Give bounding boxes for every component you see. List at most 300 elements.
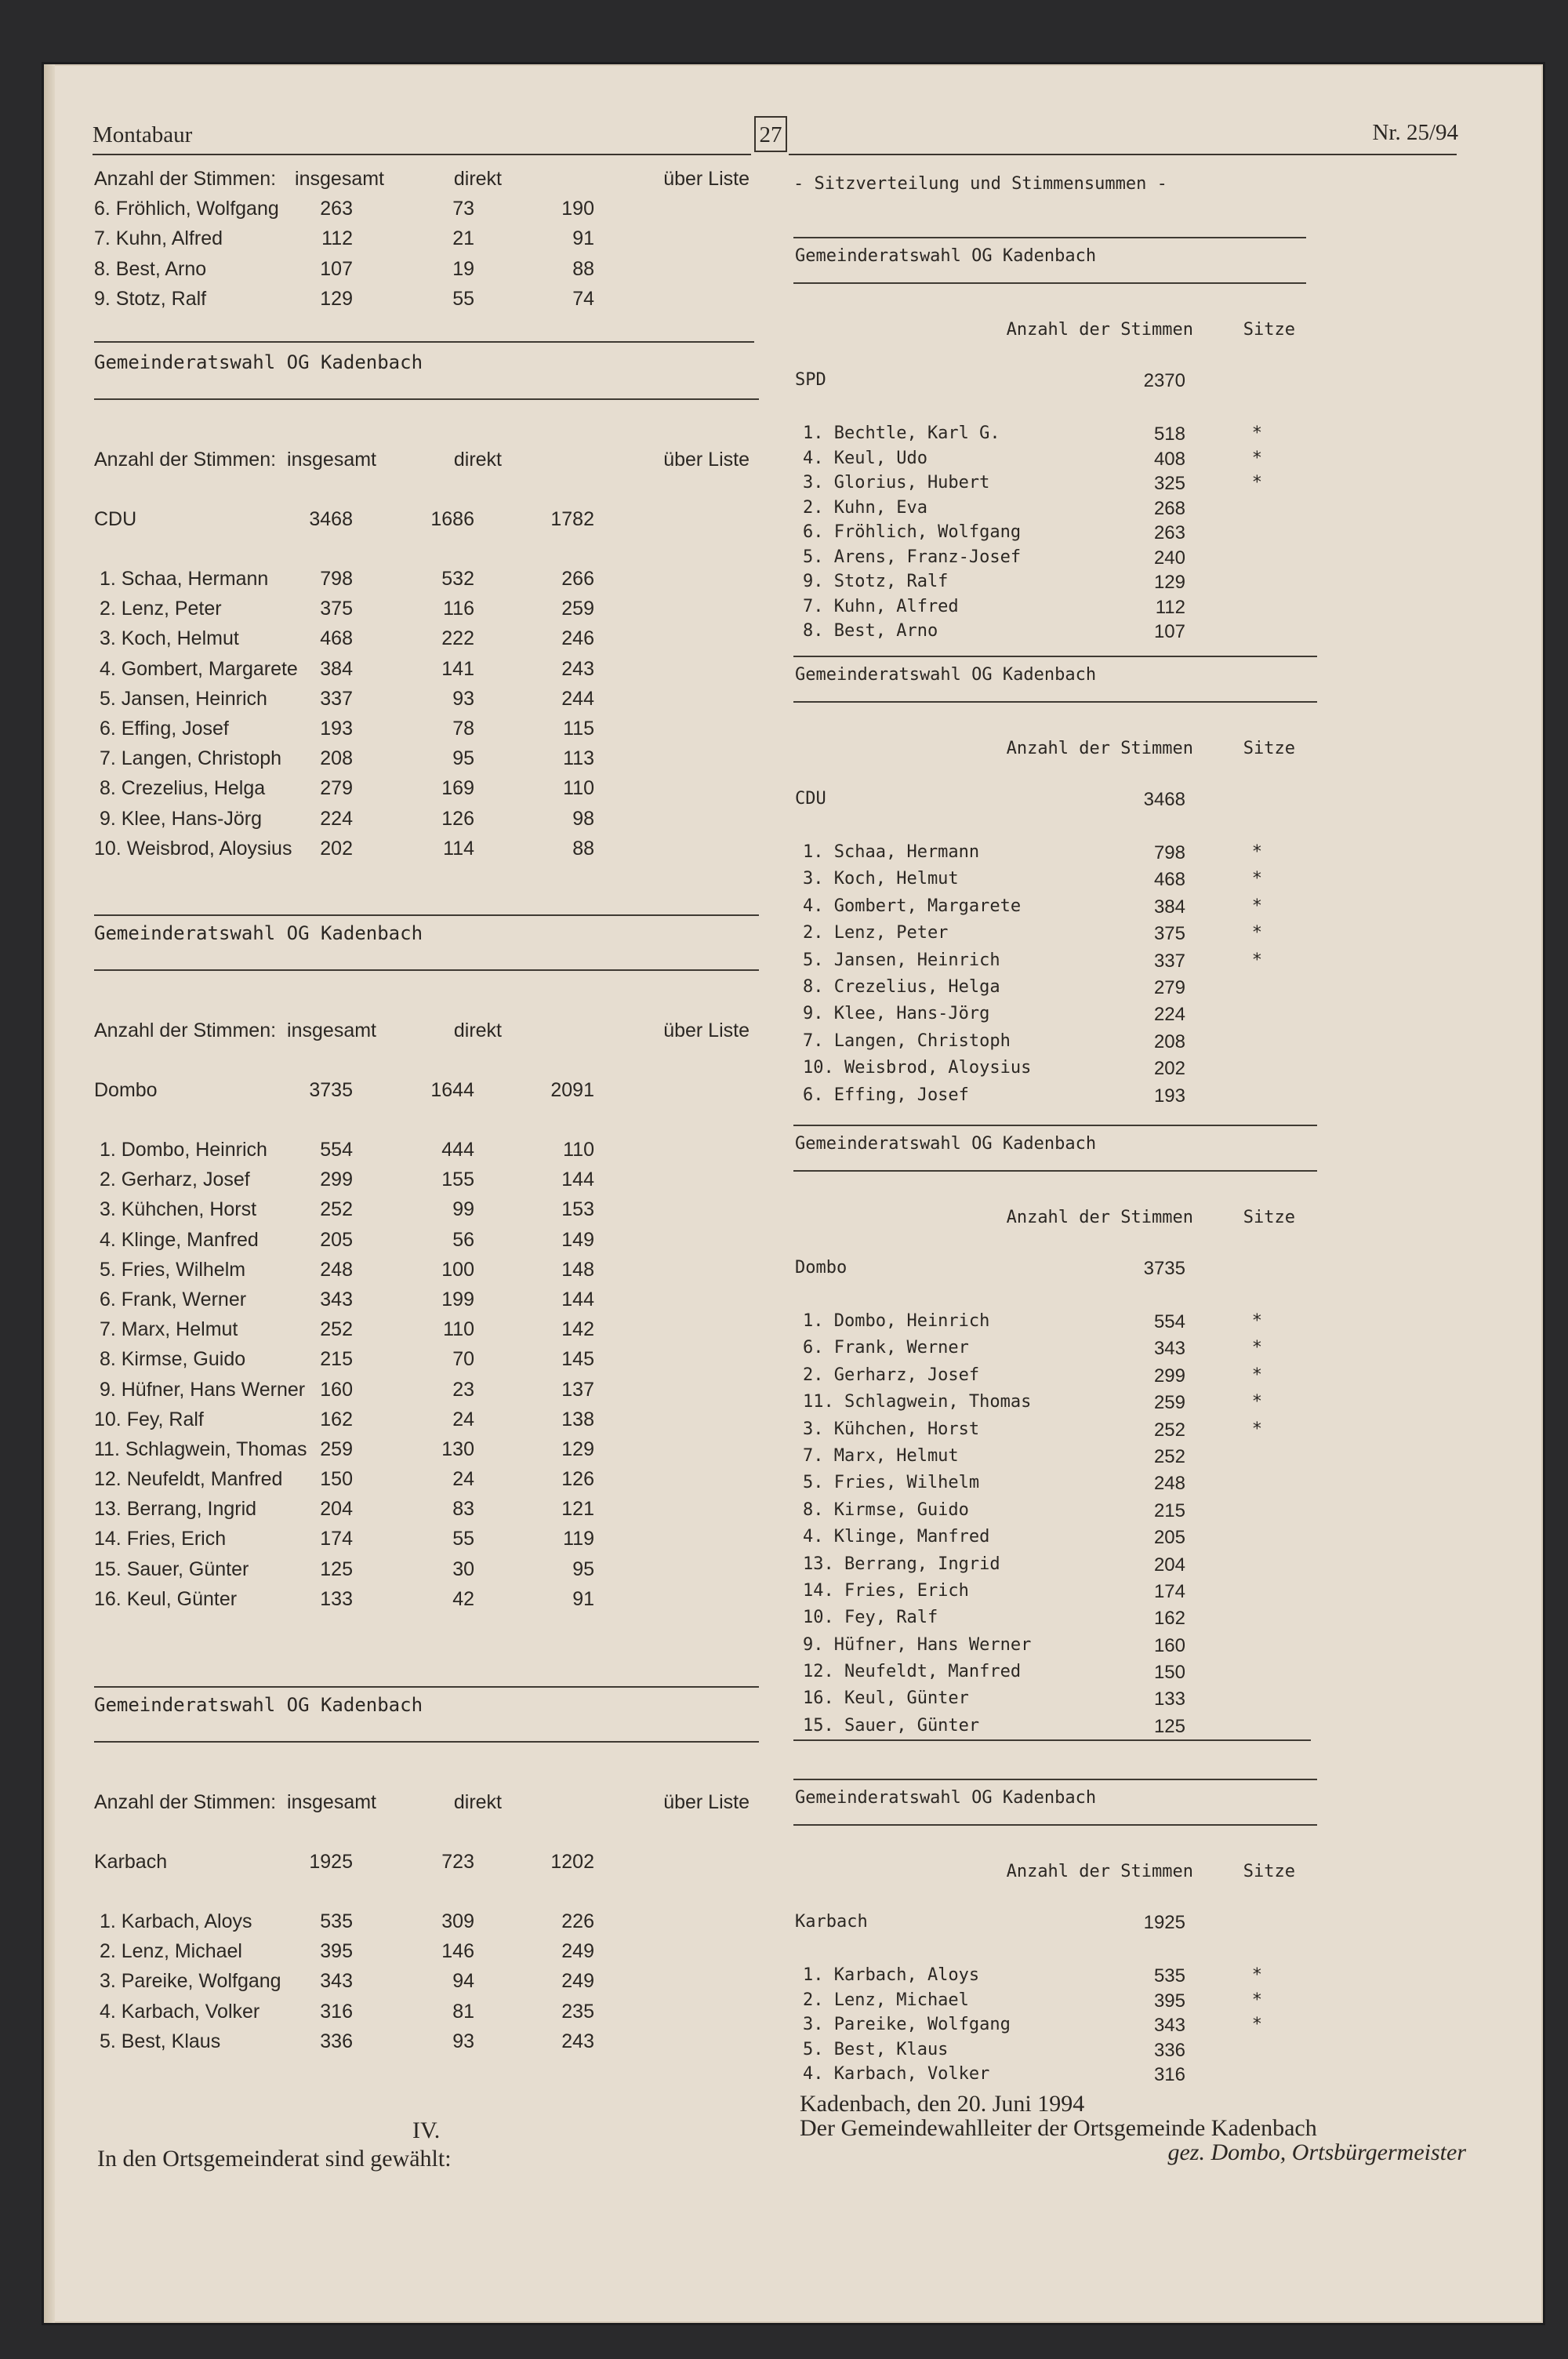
- votes-list: 249: [561, 1970, 594, 1993]
- signature-place-date: Kadenbach, den 20. Juni 1994: [800, 2091, 1085, 2117]
- candidate-name: 7. Kuhn, Alfred: [94, 227, 223, 250]
- party-total-row: [793, 1912, 1311, 1965]
- votes-direct: 19: [452, 257, 474, 280]
- table-row: [94, 747, 760, 777]
- votes-list: 88: [572, 837, 594, 860]
- votes-total: 112: [321, 227, 353, 250]
- candidate-votes: 299: [1153, 1365, 1185, 1387]
- table-row: [94, 688, 760, 718]
- candidate-name: 3. Glorius, Hubert: [803, 473, 990, 493]
- candidate-name: 9. Klee, Hans-Jörg: [94, 807, 262, 830]
- candidate-name: 8. Kirmse, Guido: [94, 1348, 246, 1371]
- table-row: [94, 1348, 760, 1378]
- candidate-name: 14. Fries, Erich: [94, 1528, 227, 1550]
- table-row: [94, 1289, 760, 1318]
- candidate-name: 8. Crezelius, Helga: [94, 777, 266, 800]
- candidate-votes: 224: [1153, 1004, 1185, 1026]
- votes-list: 91: [572, 1587, 594, 1610]
- candidate-name: 1. Dombo, Heinrich: [94, 1139, 267, 1161]
- votes-direct: 78: [452, 717, 474, 740]
- candidate-name: Karbach: [94, 1851, 168, 1873]
- block-title: Gemeinderatswahl OG Kadenbach: [795, 246, 1097, 266]
- candidate-votes: 160: [1153, 1634, 1185, 1656]
- candidate-name: 1. Bechtle, Karl G.: [803, 423, 1000, 443]
- candidate-votes: 518: [1153, 423, 1185, 445]
- divider: [94, 398, 759, 400]
- candidate-name: 1. Karbach, Aloys: [803, 1965, 980, 1985]
- candidate-name: 5. Fries, Wilhelm: [803, 1473, 980, 1493]
- votes-list: 235: [561, 2000, 594, 2023]
- votes-direct: 55: [452, 287, 474, 310]
- candidate-name: 16. Keul, Günter: [803, 1688, 969, 1709]
- col-direct-label: direkt: [453, 168, 502, 190]
- candidate-name: CDU: [94, 508, 137, 530]
- candidate-votes: 259: [1153, 1392, 1185, 1414]
- col-total-label: insgesamt: [287, 1020, 376, 1041]
- votes-direct: 116: [443, 598, 474, 620]
- votes-direct: 169: [441, 777, 474, 800]
- votes-total: 375: [320, 598, 353, 620]
- candidate-name: 6. Fröhlich, Wolfgang: [94, 198, 279, 220]
- candidate-name: 9. Hüfner, Hans Werner: [803, 1634, 1032, 1655]
- seat-marker: *: [1251, 1338, 1262, 1358]
- votes-direct: 56: [452, 1228, 474, 1251]
- divider: [94, 1686, 759, 1688]
- col-list-label: über Liste: [663, 1791, 750, 1813]
- table-row: [793, 1662, 1311, 1688]
- table-row: [793, 572, 1311, 597]
- votes-list: 1782: [550, 508, 594, 530]
- seat-marker: *: [1251, 1311, 1262, 1331]
- candidate-votes: 193: [1153, 1085, 1185, 1107]
- votes-direct: 95: [452, 747, 474, 770]
- table-row: [94, 2030, 760, 2060]
- col-direct-label: direkt: [453, 1020, 502, 1041]
- candidate-votes: 174: [1153, 1580, 1185, 1602]
- votes-list: 121: [561, 1498, 594, 1521]
- votes-list: 113: [563, 747, 594, 770]
- col-direct-label: direkt: [453, 1791, 502, 1813]
- table-header-row: [94, 449, 760, 508]
- votes-list: 110: [563, 777, 594, 800]
- candidate-name: 3. Koch, Helmut: [803, 869, 959, 889]
- votes-list: 149: [561, 1228, 594, 1251]
- seat-marker: *: [1251, 950, 1262, 970]
- candidate-votes: 204: [1153, 1554, 1185, 1576]
- votes-list: 95: [572, 1558, 594, 1580]
- votes-total: 395: [320, 1940, 353, 1963]
- candidate-votes: 468: [1153, 869, 1185, 891]
- table-row: [94, 568, 760, 598]
- header-town: Montabaur: [93, 122, 193, 147]
- col-seats-label: Sitze: [1243, 739, 1295, 758]
- votes-direct: 532: [441, 568, 474, 590]
- candidate-name: 10. Fey, Ralf: [803, 1608, 938, 1628]
- heading: Anzahl der Stimmen:: [94, 1791, 277, 1813]
- col-direct-label: direkt: [453, 449, 502, 471]
- party-total-row: [793, 1258, 1311, 1311]
- party-total-row: [793, 370, 1311, 423]
- block-title: Gemeinderatswahl OG Kadenbach: [94, 351, 423, 373]
- table-header-row: [793, 320, 1311, 370]
- votes-direct: 309: [441, 1910, 474, 1932]
- candidate-name: 5. Best, Klaus: [803, 2039, 949, 2059]
- votes-list: 119: [563, 1528, 594, 1550]
- table-row: [793, 1004, 1311, 1030]
- seats-table: [793, 320, 1311, 646]
- votes-total: 3735: [309, 1079, 353, 1101]
- table-row: [94, 1940, 760, 1970]
- candidate-name: 4. Klinge, Manfred: [94, 1228, 259, 1251]
- seat-marker: *: [1251, 896, 1262, 916]
- candidate-votes: 215: [1153, 1499, 1185, 1521]
- candidate-name: Dombo: [94, 1079, 158, 1101]
- votes-list: 74: [572, 287, 594, 310]
- col-total-label: insgesamt: [287, 1791, 376, 1813]
- votes-total: 125: [320, 1558, 353, 1580]
- party-total: 1925: [1143, 1912, 1185, 1933]
- col-list-label: über Liste: [663, 168, 750, 190]
- table-row: [793, 2015, 1311, 2040]
- table-row: [94, 838, 760, 867]
- votes-total: 336: [320, 2030, 353, 2052]
- col-votes-label: Anzahl der Stimmen: [1006, 320, 1193, 340]
- votes-total: 259: [320, 1438, 353, 1460]
- table-row: [94, 718, 760, 747]
- votes-total: 107: [320, 257, 353, 280]
- candidate-name: 3. Kühchen, Horst: [803, 1419, 980, 1439]
- table-header-row: [94, 1791, 760, 1851]
- candidate-votes: 343: [1153, 1338, 1185, 1360]
- seat-marker: *: [1251, 923, 1262, 943]
- candidate-name: 5. Jansen, Heinrich: [94, 687, 267, 710]
- candidate-name: 7. Langen, Christoph: [94, 747, 282, 770]
- table-row: [94, 808, 760, 838]
- candidate-votes: 252: [1153, 1419, 1185, 1441]
- votes-total: 337: [320, 687, 353, 710]
- table-row: [793, 423, 1311, 449]
- candidate-name: 4. Klinge, Manfred: [803, 1527, 990, 1547]
- votes-direct: 94: [452, 1970, 474, 1993]
- table-row: [793, 896, 1311, 923]
- candidate-votes: 150: [1153, 1662, 1185, 1684]
- divider: [94, 914, 759, 916]
- votes-direct: 100: [441, 1258, 474, 1281]
- heading: Anzahl der Stimmen:: [94, 1020, 277, 1041]
- votes-direct: 444: [441, 1139, 474, 1161]
- candidate-name: 4. Gombert, Margarete: [94, 657, 298, 680]
- candidate-name: 1. Schaa, Hermann: [94, 568, 269, 590]
- table-row: [793, 547, 1311, 572]
- divider: [793, 1824, 1317, 1826]
- votes-list: 115: [563, 717, 594, 740]
- candidate-name: 8. Best, Arno: [94, 257, 207, 280]
- candidate-name: 1. Dombo, Heinrich: [803, 1311, 990, 1331]
- candidate-name: 16. Keul, Günter: [94, 1587, 238, 1610]
- seat-marker: *: [1251, 1990, 1262, 2010]
- votes-direct: 21: [452, 227, 474, 250]
- seat-marker: *: [1251, 1419, 1262, 1439]
- party-name: CDU: [795, 789, 826, 809]
- table-row: [793, 842, 1311, 869]
- votes-list: 153: [561, 1198, 594, 1221]
- candidate-votes: 208: [1153, 1030, 1185, 1052]
- votes-direct: 723: [441, 1851, 474, 1873]
- block-title: Gemeinderatswahl OG Kadenbach: [94, 1694, 423, 1716]
- candidate-votes: 133: [1153, 1688, 1185, 1710]
- candidate-name: 11. Schlagwein, Thomas: [803, 1392, 1032, 1412]
- votes-list: 145: [561, 1348, 594, 1371]
- col-votes-label: Anzahl der Stimmen: [1006, 1862, 1193, 1881]
- block-title: Gemeinderatswahl OG Kadenbach: [795, 1134, 1097, 1154]
- votes-direct: 23: [452, 1378, 474, 1401]
- candidate-votes: 554: [1153, 1311, 1185, 1332]
- table-row: [793, 869, 1311, 896]
- votes-list: 142: [561, 1318, 594, 1341]
- table-row: [94, 1229, 760, 1259]
- header-rule-right: [789, 154, 1457, 155]
- candidate-name: 14. Fries, Erich: [803, 1580, 969, 1601]
- table-row: [793, 473, 1311, 498]
- divider: [94, 341, 754, 343]
- section-numeral: IV.: [412, 2117, 441, 2143]
- block-title: Gemeinderatswahl OG Kadenbach: [94, 922, 423, 944]
- candidate-name: 2. Gerharz, Josef: [803, 1365, 980, 1385]
- block-title: Gemeinderatswahl OG Kadenbach: [795, 1788, 1097, 1808]
- table-row: [793, 1338, 1311, 1365]
- candidate-name: 10. Fey, Ralf: [94, 1408, 204, 1430]
- votes-list: 144: [561, 1169, 594, 1191]
- candidate-name: 5. Jansen, Heinrich: [803, 950, 1000, 970]
- votes-total: 133: [320, 1587, 353, 1610]
- seat-marker: *: [1251, 869, 1262, 889]
- candidate-votes: 535: [1153, 1965, 1185, 1986]
- seats-table: [793, 1862, 1311, 2089]
- candidate-votes: 205: [1153, 1527, 1185, 1549]
- seat-marker: *: [1251, 423, 1262, 443]
- votes-total: 204: [320, 1498, 353, 1521]
- table-header-row: [793, 1862, 1311, 1912]
- candidate-name: 4. Gombert, Margarete: [803, 896, 1022, 916]
- candidate-votes: 268: [1153, 497, 1185, 519]
- votes-total: 252: [320, 1318, 353, 1341]
- signature-role: Der Gemeindewahlleiter der Ortsgemeinde Kadenbach: [800, 2115, 1317, 2141]
- left-top-table: [94, 168, 760, 318]
- divider: [793, 1779, 1317, 1780]
- right-intro: - Sitzverteilung und Stimmensummen -: [793, 174, 1167, 194]
- table-row: [793, 1554, 1311, 1581]
- votes-direct: 42: [452, 1587, 474, 1610]
- col-list-label: über Liste: [663, 1020, 750, 1041]
- col-total-label: insgesamt: [295, 168, 384, 190]
- candidate-votes: 375: [1153, 923, 1185, 945]
- candidate-name: 13. Berrang, Ingrid: [94, 1498, 257, 1521]
- candidate-name: 13. Berrang, Ingrid: [803, 1554, 1000, 1574]
- col-seats-label: Sitze: [1243, 1862, 1295, 1881]
- votes-total: 252: [320, 1198, 353, 1221]
- votes-list: 1202: [550, 1851, 594, 1873]
- table-row: [793, 977, 1311, 1004]
- votes-list: 138: [561, 1408, 594, 1430]
- table-row: [94, 598, 760, 627]
- party-total-row: [94, 1851, 760, 1910]
- party-total-row: [94, 1079, 760, 1139]
- candidate-name: 7. Marx, Helmut: [94, 1318, 238, 1341]
- candidate-name: 2. Lenz, Peter: [94, 598, 222, 620]
- signature-signed: gez. Dombo, Ortsbürgermeister: [1167, 2139, 1466, 2165]
- votes-total: 798: [320, 568, 353, 590]
- table-row: [793, 1311, 1311, 1338]
- table-row: [94, 1438, 760, 1468]
- votes-total: 299: [320, 1169, 353, 1191]
- candidate-name: 12. Neufeldt, Manfred: [803, 1662, 1022, 1682]
- votes-total: 316: [320, 2000, 353, 2023]
- candidate-votes: 112: [1155, 596, 1185, 618]
- party-name: Karbach: [795, 1912, 868, 1932]
- divider: [793, 1125, 1317, 1126]
- votes-total: 150: [320, 1468, 353, 1491]
- votes-total: 193: [320, 717, 353, 740]
- votes-direct: 110: [443, 1318, 474, 1341]
- candidate-name: 6. Fröhlich, Wolfgang: [803, 522, 1022, 542]
- table-header-row: [94, 168, 760, 198]
- divider: [793, 237, 1306, 238]
- candidate-votes: 202: [1153, 1058, 1185, 1080]
- candidate-votes: 325: [1153, 473, 1185, 494]
- table-row: [793, 1392, 1311, 1419]
- table-row: [793, 1608, 1311, 1634]
- votes-list: 190: [561, 198, 594, 220]
- candidate-name: 5. Arens, Franz-Josef: [803, 547, 1022, 567]
- col-seats-label: Sitze: [1243, 320, 1295, 340]
- votes-direct: 83: [452, 1498, 474, 1521]
- table-row: [793, 522, 1311, 547]
- votes-list: 244: [561, 687, 594, 710]
- votes-list: 144: [561, 1288, 594, 1310]
- divider: [793, 656, 1317, 657]
- candidate-name: 2. Gerharz, Josef: [94, 1169, 250, 1191]
- header-issue: Nr. 25/94: [1372, 120, 1458, 145]
- votes-total: 263: [320, 198, 353, 220]
- candidate-name: 8. Best, Arno: [803, 621, 938, 641]
- candidate-votes: 395: [1153, 1990, 1185, 2012]
- party-name: Dombo: [795, 1258, 848, 1278]
- party-total: 2370: [1143, 370, 1185, 391]
- votes-direct: 99: [452, 1198, 474, 1221]
- table-row: [793, 2040, 1311, 2065]
- divider: [793, 701, 1317, 703]
- votes-direct: 55: [452, 1528, 474, 1550]
- candidate-votes: 343: [1153, 2015, 1185, 2036]
- party-total-row: [793, 789, 1311, 842]
- votes-total: 554: [320, 1139, 353, 1161]
- votes-direct: 146: [441, 1940, 474, 1963]
- seat-marker: *: [1251, 473, 1262, 493]
- results-table: [94, 449, 760, 867]
- candidate-name: 2. Lenz, Peter: [803, 923, 949, 943]
- candidate-votes: 248: [1153, 1473, 1185, 1495]
- votes-direct: 199: [441, 1288, 474, 1310]
- candidate-name: 7. Kuhn, Alfred: [803, 596, 959, 616]
- votes-list: 98: [572, 807, 594, 830]
- votes-direct: 70: [452, 1348, 474, 1371]
- votes-total: 279: [320, 777, 353, 800]
- votes-list: 110: [563, 1139, 594, 1161]
- candidate-name: 7. Langen, Christoph: [803, 1030, 1011, 1051]
- candidate-name: 9. Stotz, Ralf: [94, 287, 207, 310]
- table-row: [793, 2064, 1311, 2089]
- candidate-name: 3. Pareike, Wolfgang: [94, 1970, 281, 1993]
- table-row: [94, 227, 760, 257]
- table-row: [793, 1473, 1311, 1499]
- votes-total: 174: [320, 1528, 353, 1550]
- seat-marker: *: [1251, 842, 1262, 862]
- table-row: [793, 1365, 1311, 1392]
- seat-marker: *: [1251, 448, 1262, 468]
- seat-marker: *: [1251, 1965, 1262, 1985]
- table-row: [94, 288, 760, 318]
- votes-direct: 24: [452, 1468, 474, 1491]
- votes-total: 215: [320, 1348, 353, 1371]
- votes-list: 243: [561, 2030, 594, 2052]
- table-row: [793, 923, 1311, 950]
- table-row: [793, 1688, 1311, 1715]
- votes-list: 2091: [550, 1079, 594, 1101]
- votes-total: 3468: [309, 508, 353, 530]
- votes-list: 259: [561, 598, 594, 620]
- candidate-name: 6. Frank, Werner: [94, 1288, 247, 1310]
- candidate-votes: 384: [1153, 896, 1185, 918]
- votes-total: 224: [320, 807, 353, 830]
- table-row: [793, 1446, 1311, 1473]
- candidate-name: 15. Sauer, Günter: [94, 1558, 249, 1580]
- votes-list: 137: [561, 1378, 594, 1401]
- candidate-name: 6. Effing, Josef: [94, 717, 229, 740]
- votes-total: 202: [320, 837, 353, 860]
- votes-direct: 93: [452, 2030, 474, 2052]
- candidate-name: 8. Crezelius, Helga: [803, 976, 1000, 997]
- votes-list: 129: [561, 1438, 594, 1460]
- table-row: [793, 1419, 1311, 1446]
- table-row: [94, 1139, 760, 1169]
- candidate-name: 7. Marx, Helmut: [803, 1445, 959, 1466]
- table-row: [94, 1379, 760, 1408]
- seat-marker: *: [1251, 1392, 1262, 1412]
- candidate-votes: 263: [1153, 522, 1185, 543]
- votes-list: 243: [561, 657, 594, 680]
- candidate-name: 2. Lenz, Michael: [94, 1940, 242, 1963]
- col-votes-label: Anzahl der Stimmen: [1006, 739, 1193, 758]
- candidate-name: 4. Karbach, Volker: [94, 2000, 260, 2023]
- results-table: [94, 1020, 760, 1618]
- table-row: [94, 1528, 760, 1558]
- candidate-name: 9. Stotz, Ralf: [803, 572, 949, 591]
- candidate-name: 8. Kirmse, Guido: [803, 1499, 969, 1520]
- votes-list: 88: [572, 257, 594, 280]
- candidate-name: 10. Weisbrod, Aloysius: [803, 1058, 1032, 1078]
- table-row: [94, 1588, 760, 1618]
- section-text: In den Ortsgemeinderat sind gewählt:: [97, 2146, 452, 2172]
- table-row: [94, 658, 760, 688]
- votes-direct: 24: [452, 1408, 474, 1430]
- candidate-votes: 337: [1153, 950, 1185, 972]
- table-row: [793, 1527, 1311, 1554]
- candidate-name: 15. Sauer, Günter: [803, 1715, 980, 1736]
- heading: Anzahl der Stimmen:: [94, 449, 277, 471]
- votes-direct: 130: [441, 1438, 474, 1460]
- table-row: [793, 1031, 1311, 1058]
- table-row: [94, 1169, 760, 1198]
